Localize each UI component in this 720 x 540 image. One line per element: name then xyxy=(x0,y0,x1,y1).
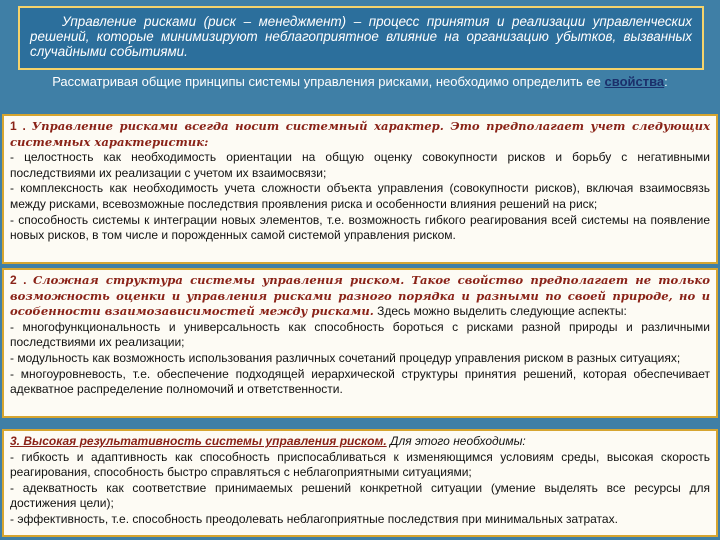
section-1-heading xyxy=(10,119,710,150)
intro-keyword: свойства xyxy=(604,74,665,89)
section-2-lead: Здесь можно выделить следующие аспекты: xyxy=(373,304,627,319)
section-3-box xyxy=(2,429,718,537)
section-2-item: - многофункциональность и универсальность как способность бороться с рисками разной природы и различными последствиями их реализации; xyxy=(10,319,710,350)
intro-suffix: : xyxy=(664,74,668,89)
section-3-item: - эффективность, т.е. способность преодолевать неблагоприятные последствия при минимальных затратах. xyxy=(10,511,618,526)
intro-prefix: Рассматривая общие принципы системы управления рисками, необходимо определить ее xyxy=(52,74,601,89)
section-3-heading xyxy=(10,434,710,450)
section-1-box xyxy=(2,114,718,264)
section-3-item: - гибкость и адаптивность как способность приспосабливаться к изменяющимся условиям среды, высокая скорость реагирования, способность быстро справляться с неблагоприятными ситуациями; xyxy=(10,449,710,480)
section-3-item: - адекватность как соответствие принимаемых решений конкретной ситуации (умение выделять все ресурсы для достижения цели); xyxy=(10,480,710,511)
section-2-item: - многоуровневость, т.е. обеспечение подходящей иерархической структуры принятия решений, которая обеспечивает адекватное распределение полномочий и ответственности. xyxy=(10,366,710,397)
section-1-item: - целостность как необходимость ориентации на общую оценку совокупности рисков и борьбу с негативными последствиями их реализации с учетом их взаимосвязи; xyxy=(10,150,710,180)
intro-text xyxy=(40,73,680,90)
section-2-heading xyxy=(10,273,710,320)
section-1-item: - комплексность как необходимость учета сложности объекта управления (совокупности рисков), включая взаимосвязь между рисками, всевозможные последствия проявления риска и особенности влияния решений на риск; xyxy=(10,181,710,211)
section-2-box xyxy=(2,268,718,418)
section-1-item: - способность системы к интеграции новых элементов, т.е. возможность гибкого реагирования всей системы на появление новых рисков, в том числе и порожденных самой системой управления риском. xyxy=(10,212,710,243)
section-3-title: 3. Высокая результативность системы управления риском. xyxy=(10,434,387,448)
section-2-number: 2 . xyxy=(10,273,27,287)
section-2-title: Сложная структура системы управления риском. Такое свойство предполагает не только возможность оценки и управления рисками разного порядка и разными по своей природе, но и особенности взаимозависимостей между рисками. xyxy=(10,273,711,319)
section-2-item: - модульность как возможность использования различных сочетаний процедур управления риском в разных ситуациях; xyxy=(10,350,681,365)
definition-text: Управление рисками (риск – менеджмент) – процесс принятия и реализации управленческих решений, которые минимизируют неблагоприятное влияние на организацию убытков, вызванных случайными событиями. xyxy=(30,14,692,59)
section-3-lead: Для этого необходимы: xyxy=(386,434,526,448)
definition-box xyxy=(18,6,704,70)
section-1-title: Управление рисками всегда носит системный характер. Это предполагает учет следующих системных характеристик: xyxy=(10,119,710,149)
section-1-number: 1 . xyxy=(10,119,26,133)
